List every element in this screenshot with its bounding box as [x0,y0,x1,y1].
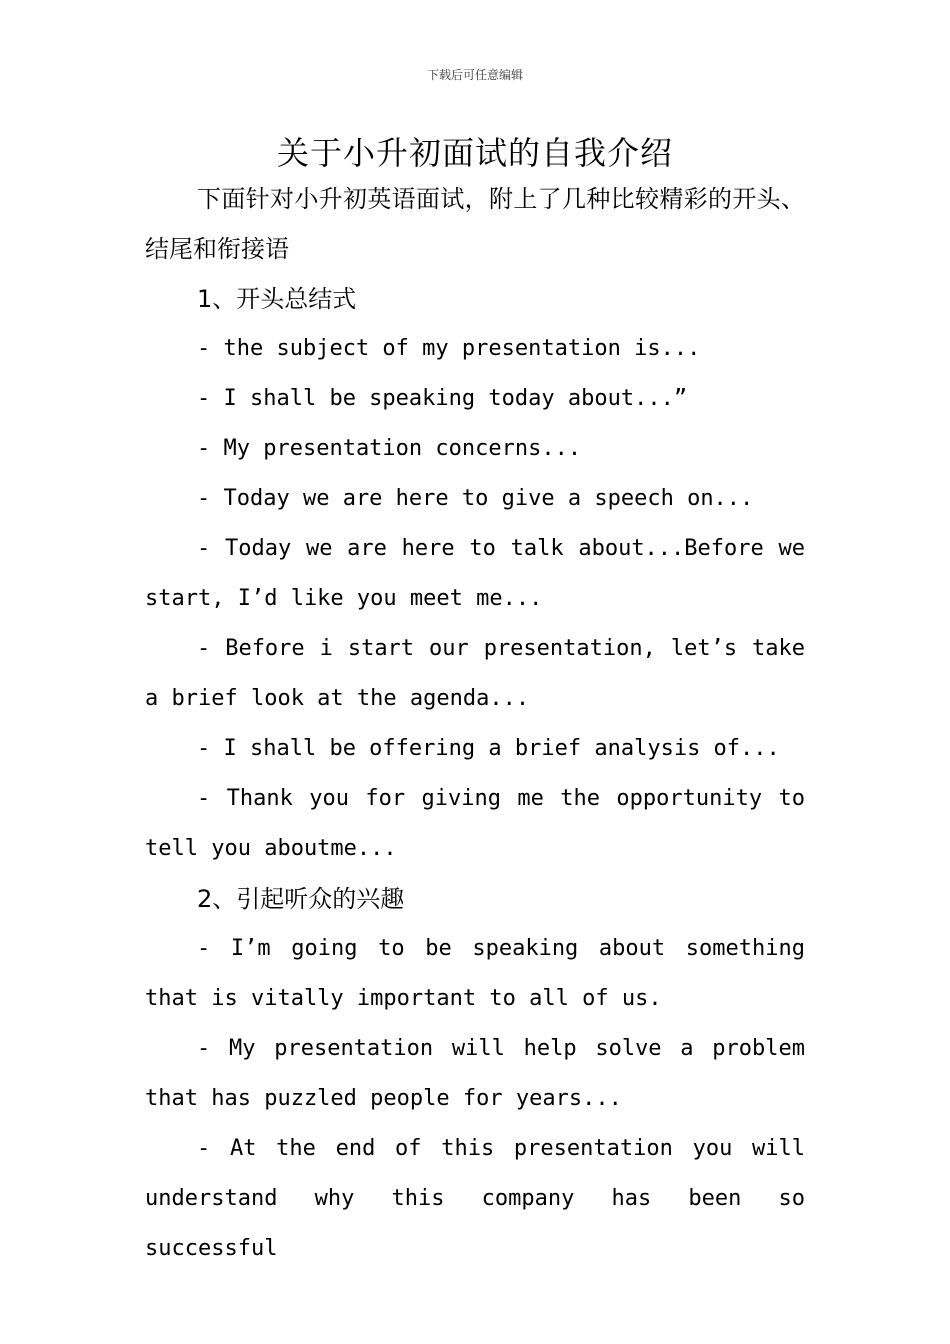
intro-paragraph: 下面针对小升初英语面试，附上了几种比较精彩的开头、结尾和衔接语 [145,185,805,263]
document-title: 关于小升初面试的自我介绍 [276,134,673,172]
section-heading-opening: 1、开头总结式 [197,285,357,313]
opening-line: - Thank you for giving me the opportunity to tell you aboutme... [145,786,805,861]
opening-line: - the subject of my presentation is... [197,336,701,361]
header-note: 下载后可任意编辑 [426,68,523,82]
section-heading-interest: 2、引起听众的兴趣 [197,885,405,913]
interest-line: - My presentation will help solve a problem that has puzzled people for years... [145,1036,805,1111]
opening-line: - My presentation concerns... [197,436,582,461]
document-body [145,174,805,1274]
interest-line: - I’m going to be speaking about something that is vitally important to all of us. [145,936,805,1011]
opening-line: - Today we are here to give a speech on... [197,486,754,511]
interest-line: - At the end of this presentation you will understand why this company has been so successful [145,1136,805,1261]
opening-line: - I shall be speaking today about...” [197,386,688,411]
opening-line: - Before i start our presentation, let’s take a brief look at the agenda... [145,636,805,711]
opening-line: - I shall be offering a brief analysis of... [197,736,780,761]
opening-line: - Today we are here to talk about...Before we start, I’d like you meet me... [145,536,805,611]
